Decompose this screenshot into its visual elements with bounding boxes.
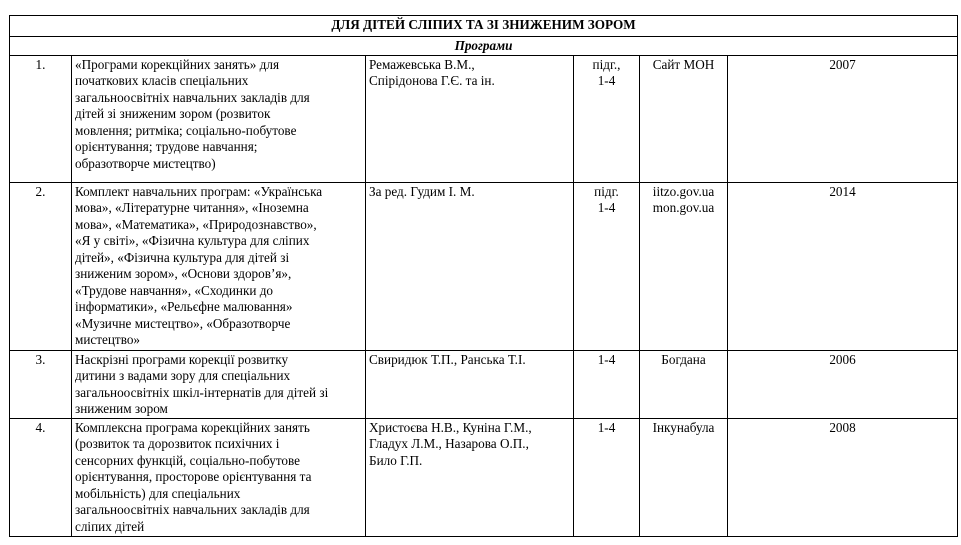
- program-name-line: мовлення; ритміка; соціально-побутове: [75, 122, 297, 138]
- program-name-line: початкових класів спеціальних: [75, 73, 249, 88]
- author-line: Било Г.П.: [369, 452, 423, 468]
- row-number: 4.: [10, 418, 72, 536]
- table-title-row: [10, 16, 958, 37]
- section-header-row: [10, 37, 958, 56]
- grade-cell: [574, 418, 640, 536]
- program-name-line: загальноосвітніх шкіл-інтернатів для дітей зі: [75, 384, 329, 400]
- table-row: [10, 418, 958, 536]
- grade-cell: [574, 350, 640, 418]
- table-row: [10, 350, 958, 418]
- table-title: ДЛЯ ДІТЕЙ СЛІПИХ ТА ЗІ ЗНИЖЕНИМ ЗОРОМ: [10, 16, 958, 37]
- author-line: Христоєва Н.В., Куніна Г.М.,: [369, 419, 532, 435]
- row-number: 2.: [10, 182, 72, 350]
- program-name-line: Комплект навчальних програм: «Українська: [75, 183, 323, 199]
- grade-cell: [574, 55, 640, 182]
- grade-line: 1-4: [597, 419, 616, 435]
- program-name-line: дітей зі зниженим зором (розвиток: [75, 106, 271, 121]
- program-name-line: Комплексна програма корекційних занять: [75, 419, 310, 435]
- table-row: [10, 55, 958, 182]
- program-name-line: мистецтво»: [75, 332, 141, 347]
- authors-cell: [366, 418, 574, 536]
- program-name-line: сліпих дітей: [75, 518, 145, 534]
- program-name-line: орієнтування; трудове навчання;: [75, 139, 258, 154]
- author-line: Спірідонова Г.Є. та ін.: [369, 73, 495, 88]
- row-number: 1.: [10, 55, 72, 182]
- source-line: Богдана: [661, 351, 706, 367]
- source-line: Сайт МОН: [652, 56, 715, 72]
- table-row: [10, 182, 958, 350]
- program-name-line: інформатики», «Рельєфне малювання»: [75, 299, 293, 314]
- source-line: Інкунабула: [652, 419, 715, 435]
- section-title: Програми: [10, 37, 958, 56]
- authors-cell: [366, 182, 574, 350]
- program-name-line: «Трудове навчання», «Сходинки до: [75, 282, 274, 298]
- program-name-line: зниженим зором», «Основи здоров’я»,: [75, 266, 292, 281]
- grade-cell: [574, 182, 640, 350]
- document-page: [9, 15, 957, 537]
- program-name-line: (розвиток та дорозвиток психічних і: [75, 436, 280, 451]
- author-line: Гладух Л.М., Назарова О.П.,: [369, 436, 529, 451]
- authors-cell: [366, 350, 574, 418]
- program-name-line: дітей», «Фізична культура для дітей зі: [75, 249, 290, 265]
- row-number: 3.: [10, 350, 72, 418]
- program-name-line: образотворче мистецтво): [75, 155, 216, 171]
- program-name-line: дитини з вадами зору для спеціальних: [75, 368, 291, 383]
- year-cell: 2006: [728, 350, 958, 418]
- author-line: Свиридюк Т.П., Ранська Т.І.: [369, 351, 526, 367]
- source-cell: [640, 418, 728, 536]
- program-name-cell: [72, 55, 366, 182]
- program-name-cell: [72, 418, 366, 536]
- author-line: За ред. Гудим І. М.: [369, 183, 475, 199]
- source-cell: [640, 55, 728, 182]
- source-line: mon.gov.ua: [652, 200, 715, 215]
- grade-line: 1-4: [597, 351, 616, 367]
- grade-line: підг.,: [592, 56, 621, 72]
- year-cell: 2008: [728, 418, 958, 536]
- program-name-line: загальноосвітніх навчальних закладів для: [75, 502, 310, 517]
- program-name-line: мова», «Математика», «Природознавство»,: [75, 216, 317, 232]
- program-name-line: «Програми корекційних занять» для: [75, 56, 280, 72]
- program-name-line: орієнтування, просторове орієнтування та: [75, 469, 312, 484]
- year-cell: 2007: [728, 55, 958, 182]
- program-name-line: зниженим зором: [75, 401, 168, 416]
- program-name-line: сенсорних функцій, соціально-побутове: [75, 452, 301, 468]
- source-cell: [640, 182, 728, 350]
- program-name-line: «Музичне мистецтво», «Образотворче: [75, 315, 291, 331]
- grade-line: підг.: [594, 183, 619, 199]
- program-name-line: «Я у світі», «Фізична культура для сліпих: [75, 233, 310, 248]
- programs-table: [9, 15, 958, 537]
- program-name-cell: [72, 182, 366, 350]
- program-name-line: загальноосвітніх навчальних закладів для: [75, 89, 310, 105]
- authors-cell: [366, 55, 574, 182]
- program-name-line: мобільність) для спеціальних: [75, 485, 241, 501]
- author-line: Ремажевська В.М.,: [369, 56, 475, 72]
- source-line: iitzo.gov.ua: [652, 183, 715, 199]
- grade-line: 1-4: [597, 73, 616, 88]
- source-cell: [640, 350, 728, 418]
- program-name-line: Наскрізні програми корекції розвитку: [75, 351, 289, 367]
- grade-line: 1-4: [597, 200, 616, 215]
- program-name-cell: [72, 350, 366, 418]
- program-name-line: мова», «Літературне читання», «Іноземна: [75, 200, 309, 215]
- year-cell: 2014: [728, 182, 958, 350]
